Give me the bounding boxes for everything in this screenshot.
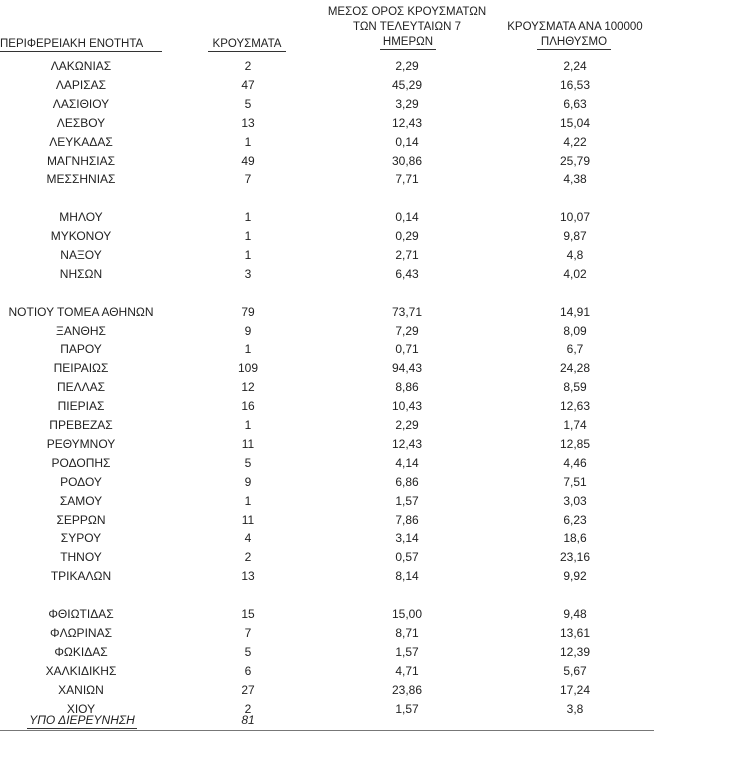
per100k-cell: 8,09 <box>563 324 587 338</box>
region-cell: ΠΑΡΟΥ <box>60 342 102 356</box>
region-cell: ΠΡΕΒΕΖΑΣ <box>49 418 113 432</box>
avg-cell: 8,14 <box>395 569 419 583</box>
cases-cell: 1 <box>244 418 252 432</box>
per100k-cell: 16,53 <box>559 78 591 92</box>
per100k-cell: 12,63 <box>559 399 591 413</box>
avg-cell: 1,57 <box>395 494 419 508</box>
cases-cell: 11 <box>241 437 255 451</box>
cases-cell: 11 <box>241 513 255 527</box>
avg-cell: 8,86 <box>395 380 419 394</box>
per100k-cell: 4,22 <box>563 135 587 149</box>
region-cell: ΡΕΘΥΜΝΟΥ <box>46 437 116 451</box>
region-header: ΠΕΡΙΦΕΡΕΙΑΚΗ ΕΝΟΤΗΤΑ <box>0 38 162 52</box>
cases-cell: 9 <box>244 475 252 489</box>
region-cell: ΡΟΔΟΥ <box>60 475 102 489</box>
avg-cell: 2,29 <box>395 59 419 73</box>
avg-cell: 4,14 <box>395 456 419 470</box>
cases-cell: 12 <box>241 380 255 394</box>
avg-cell: 8,71 <box>395 626 419 640</box>
avg-cell: 12,43 <box>391 116 423 130</box>
cases-cell: 1 <box>244 229 252 243</box>
region-cell: ΦΘΙΩΤΙΔΑΣ <box>48 607 114 621</box>
region-cell: ΦΩΚΙΔΑΣ <box>54 645 108 659</box>
per100k-cell: 10,07 <box>559 210 591 224</box>
per100k-cell: 12,85 <box>559 437 591 451</box>
region-cell: ΦΛΩΡΙΝΑΣ <box>50 626 112 640</box>
per100k-cell: 18,6 <box>563 531 587 545</box>
per100k-cell: 4,02 <box>563 267 587 281</box>
avg-cell: 0,29 <box>395 229 419 243</box>
region-cell: ΣΑΜΟΥ <box>59 494 103 508</box>
region-cell: ΝΑΞΟΥ <box>60 248 102 262</box>
avg-cell: 7,29 <box>395 324 419 338</box>
region-cell: ΛΕΣΒΟΥ <box>56 116 106 130</box>
avg-cell: 73,71 <box>391 305 423 319</box>
cases-cell: 47 <box>241 78 255 92</box>
region-cell: ΣΥΡΟΥ <box>60 531 102 545</box>
cases-cell: 3 <box>244 267 252 281</box>
per100k-cell: 9,92 <box>563 569 587 583</box>
per100k-cell: 9,87 <box>563 229 587 243</box>
region-cell: ΝΟΤΙΟΥ ΤΟΜΕΑ ΑΘΗΝΩΝ <box>8 305 154 319</box>
region-cell: ΞΑΝΘΗΣ <box>56 324 106 338</box>
per100k-cell: 14,91 <box>559 305 591 319</box>
region-cell: ΧΑΛΚΙΔΙΚΗΣ <box>45 664 117 678</box>
cases-cell: 5 <box>244 97 252 111</box>
region-cell: ΠΕΛΛΑΣ <box>56 380 106 394</box>
per100k-cell: 5,67 <box>563 664 587 678</box>
region-cell: ΧΑΝΙΩΝ <box>58 683 104 697</box>
region-cell: ΡΟΔΟΠΗΣ <box>51 456 111 470</box>
cases-cell: 13 <box>241 116 255 130</box>
cases-cell: 1 <box>244 210 252 224</box>
cases-cell: 27 <box>241 683 255 697</box>
per100k-cell: 6,23 <box>563 513 587 527</box>
region-cell: ΤΗΝΟΥ <box>60 550 102 564</box>
avg-cell: 30,86 <box>391 154 423 168</box>
cases-cell: 5 <box>244 456 252 470</box>
avg-cell: 23,86 <box>391 683 423 697</box>
cases-cell: 49 <box>241 154 255 168</box>
cases-cell: 2 <box>244 59 252 73</box>
per100k-cell: 6,7 <box>566 342 584 356</box>
avg-cell: 0,14 <box>395 135 419 149</box>
per100k-cell: 7,51 <box>563 475 587 489</box>
avg-header-line3: ΗΜΕΡΩΝ <box>380 36 436 50</box>
cases-cell: 13 <box>241 569 255 583</box>
cases-cell: 4 <box>244 531 252 545</box>
per100k-cell: 8,59 <box>563 380 587 394</box>
avg-cell: 6,43 <box>395 267 419 281</box>
per100k-cell: 23,16 <box>559 550 591 564</box>
avg-cell: 45,29 <box>391 78 423 92</box>
per100k-cell: 9,48 <box>563 607 587 621</box>
per100k-cell: 2,24 <box>563 59 587 73</box>
cases-cell: 6 <box>244 664 252 678</box>
region-cell: ΝΗΣΩΝ <box>59 267 103 281</box>
per100k-cell: 4,46 <box>563 456 587 470</box>
avg-cell: 2,29 <box>395 418 419 432</box>
avg-cell: 0,71 <box>395 342 419 356</box>
per100k-cell: 17,24 <box>559 683 591 697</box>
per100k-header-line1: ΚΡΟΥΣΜΑΤΑ ΑΝΑ 100000 <box>507 21 643 33</box>
avg-cell: 94,43 <box>391 361 423 375</box>
avg-header-line1: ΜΕΣΟΣ ΟΡΟΣ ΚΡΟΥΣΜΑΤΩΝ <box>327 6 487 18</box>
cases-cell: 7 <box>244 172 252 186</box>
per100k-cell: 4,8 <box>566 248 584 262</box>
region-cell: ΜΑΓΝΗΣΙΑΣ <box>46 154 116 168</box>
region-cell: ΤΡΙΚΑΛΩΝ <box>50 569 112 583</box>
cases-cell: 15 <box>241 607 255 621</box>
cases-cell: 9 <box>244 324 252 338</box>
per100k-cell: 3,03 <box>563 494 587 508</box>
per100k-cell: 25,79 <box>559 154 591 168</box>
avg-cell: 1,57 <box>395 702 419 716</box>
cases-cell: 1 <box>244 494 252 508</box>
avg-cell: 6,86 <box>395 475 419 489</box>
cases-cell: 1 <box>244 248 252 262</box>
per100k-cell: 24,28 <box>559 361 591 375</box>
avg-header-line2: ΤΩΝ ΤΕΛΕΥΤΑΙΩΝ 7 <box>353 21 461 33</box>
avg-cell: 2,71 <box>395 248 419 262</box>
cases-cell: 5 <box>244 645 252 659</box>
cases-cell: 109 <box>237 361 259 375</box>
region-cell: ΛΕΥΚΑΔΑΣ <box>49 135 113 149</box>
region-cell: ΛΑΣΙΘΙΟΥ <box>52 97 110 111</box>
avg-cell: 1,57 <box>395 645 419 659</box>
region-cell: ΜΕΣΣΗΝΙΑΣ <box>46 172 116 186</box>
per100k-cell: 1,74 <box>563 418 587 432</box>
region-cell: ΠΕΙΡΑΙΩΣ <box>53 361 109 375</box>
per100k-cell: 15,04 <box>559 116 591 130</box>
region-cell: ΜΗΛΟΥ <box>59 210 103 224</box>
per100k-cell: 3,8 <box>566 702 584 716</box>
region-cell: ΛΑΚΩΝΙΑΣ <box>50 59 112 73</box>
per100k-header-line2: ΠΛΗΘΥΣΜΟ <box>537 36 611 50</box>
avg-cell: 12,43 <box>391 437 423 451</box>
avg-cell: 15,00 <box>391 607 423 621</box>
region-cell: ΣΕΡΡΩΝ <box>56 513 106 527</box>
avg-cell: 7,86 <box>395 513 419 527</box>
cases-cell: 7 <box>244 626 252 640</box>
avg-cell: 0,57 <box>395 550 419 564</box>
cases-cell: 79 <box>241 305 255 319</box>
avg-cell: 10,43 <box>391 399 423 413</box>
region-cell: ΜΥΚΟΝΟΥ <box>50 229 112 243</box>
per100k-cell: 12,39 <box>559 645 591 659</box>
avg-cell: 3,29 <box>395 97 419 111</box>
cases-cell: 2 <box>244 702 252 716</box>
avg-cell: 7,71 <box>395 172 419 186</box>
bottom-divider <box>0 730 654 731</box>
under-investigation-cases: 81 <box>241 713 255 727</box>
cases-cell: 16 <box>241 399 255 413</box>
cases-cell: 1 <box>244 342 252 356</box>
avg-cell: 0,14 <box>395 210 419 224</box>
per100k-cell: 6,63 <box>563 97 587 111</box>
cases-cell: 1 <box>244 135 252 149</box>
under-investigation-label: ΥΠΟ ΔΙΕΡΕΥΝΗΣΗ <box>27 712 137 729</box>
region-cell: ΛΑΡΙΣΑΣ <box>55 78 107 92</box>
avg-cell: 4,71 <box>395 664 419 678</box>
avg-cell: 3,14 <box>395 531 419 545</box>
region-cell: ΠΙΕΡΙΑΣ <box>57 399 105 413</box>
region-cell: ΧΙΟΥ <box>66 702 96 716</box>
cases-header: ΚΡΟΥΣΜΑΤΑ <box>208 38 286 52</box>
cases-cell: 2 <box>244 550 252 564</box>
per100k-cell: 13,61 <box>559 626 591 640</box>
per100k-cell: 4,38 <box>563 172 587 186</box>
